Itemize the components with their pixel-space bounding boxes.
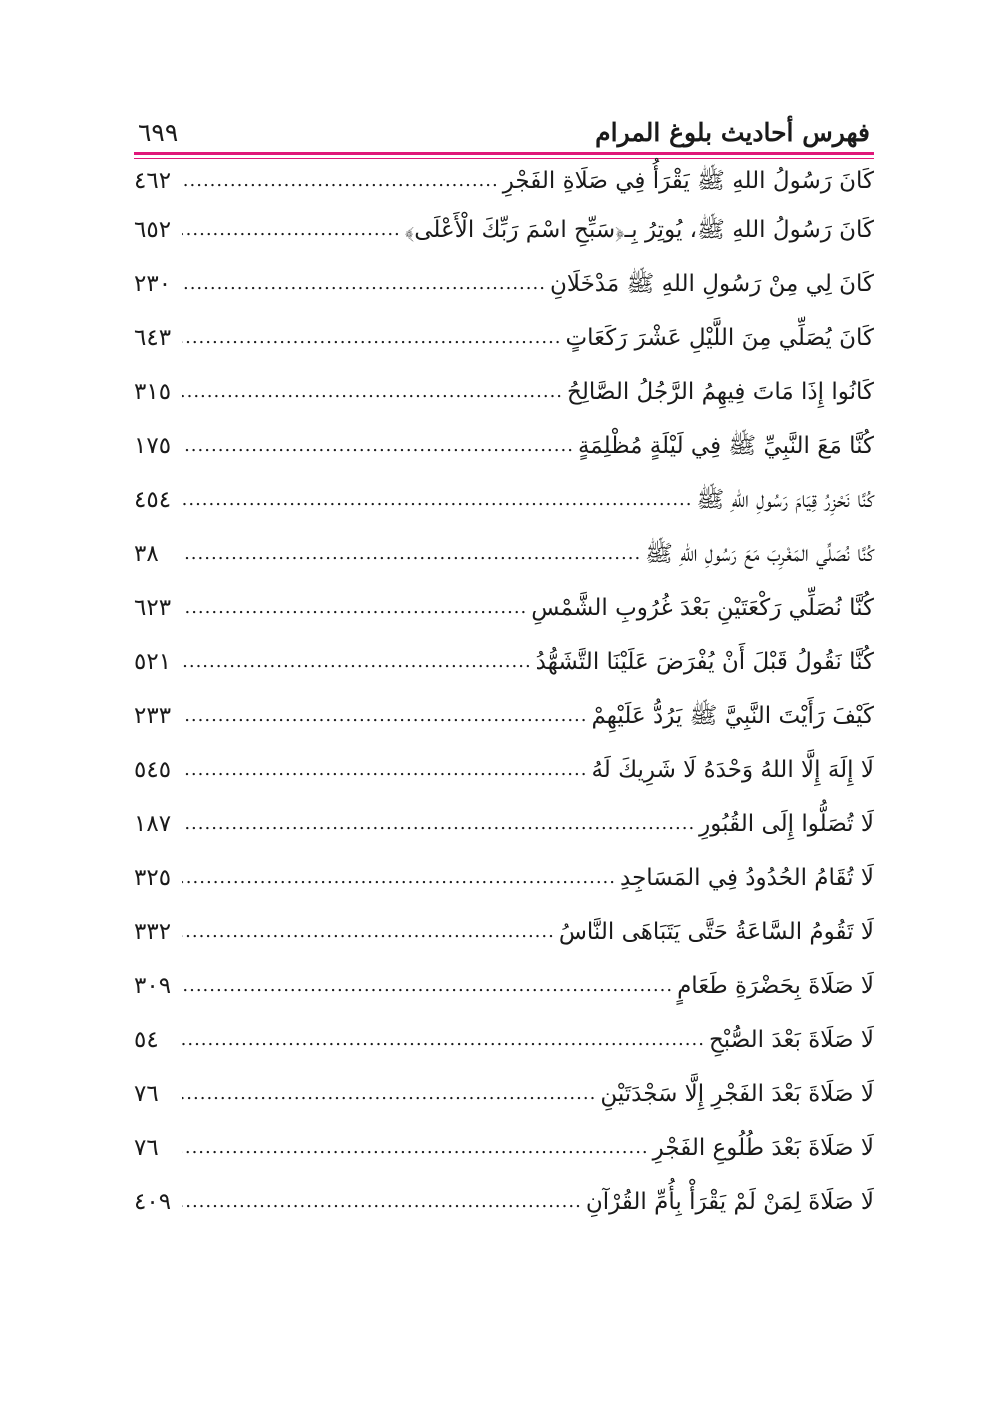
entry-page-number: ٢٣٣: [134, 703, 172, 729]
page-number: ٦٩٩: [138, 118, 179, 147]
index-entry: [134, 689, 874, 743]
index-entry: [134, 1175, 874, 1229]
index-entry: [134, 419, 874, 473]
index-entry: [134, 743, 874, 797]
entry-leader-dots: [182, 741, 587, 797]
entry-page-number: ٦٢٣: [134, 595, 172, 621]
entry-text: كُنَّا نَحْزِرُ قِيَامَ رَسُولِ اللهِ ﷺ: [696, 487, 874, 513]
index-entry: [134, 1121, 874, 1175]
entry-text: كَانَ يُصَلِّي مِنَ اللَّيْلِ عَشْرَ رَكَعَاتٍ: [565, 325, 874, 351]
entry-leader-dots: [182, 1119, 649, 1175]
entry-text: كَيْفَ رَأَيْتَ النَّبِيَّ ﷺ يَرُدُّ عَلَيْهِمْ: [591, 703, 874, 729]
entry-leader-dots: [182, 363, 563, 419]
index-entry: [134, 159, 874, 203]
entry-text: لَا تَقُومُ السَّاعَةُ حَتَّى يَتَبَاهَى النَّاسُ: [558, 919, 874, 945]
entry-page-number: ٦٥٢: [134, 217, 172, 243]
entry-leader-dots: [182, 525, 641, 581]
entry-text: كَانَ لِي مِنْ رَسُولِ اللهِ ﷺ مَدْخَلَانِ: [549, 271, 874, 297]
entry-page-number: ١٧٥: [134, 433, 172, 459]
entry-text: كُنَّا نَقُولُ قَبْلَ أَنْ يُفْرَضَ عَلَيْنَا التَّشَهُّدُ: [535, 649, 874, 675]
index-entry: [134, 959, 874, 1013]
entry-leader-dots: [182, 687, 588, 743]
entry-leader-dots: [182, 1011, 705, 1067]
header-rule-thick: [134, 152, 874, 155]
entry-page-number: ٣٨: [134, 541, 159, 567]
index-entry: [134, 905, 874, 959]
entry-text: كَانَ رَسُولُ اللهِ ﷺ يَقْرَأُ فِي صَلَاةِ الفَجْرِ: [502, 168, 874, 194]
entry-leader-dots: [182, 201, 401, 257]
entry-leader-dots: [182, 957, 673, 1013]
entry-page-number: ١٨٧: [134, 811, 172, 837]
entry-page-number: ٦٤٣: [134, 325, 172, 351]
header-title: فهرس أحاديث بلوغ المرام: [595, 118, 870, 147]
entry-text: لَا تُقَامُ الحُدُودُ فِي المَسَاجِدِ: [620, 865, 874, 891]
index-entry: [134, 527, 874, 581]
index-entry: [134, 851, 874, 905]
index-entry: [134, 1013, 874, 1067]
entry-text: كُنَّا نُصَلِّي المَغْرِبَ مَعَ رَسُولِ اللهِ ﷺ: [645, 541, 874, 567]
entry-text: لَا تُصَلُّوا إِلَى القُبُورِ: [699, 811, 874, 837]
index-entry: [134, 581, 874, 635]
entry-leader-dots: [182, 849, 616, 905]
entry-text: لَا صَلَاةَ لِمَنْ لَمْ يَقْرَأْ بِأُمِّ القُرْآنِ: [585, 1189, 874, 1215]
index-entry: [134, 311, 874, 365]
entry-leader-dots: [182, 255, 546, 311]
index-entry: [134, 473, 874, 527]
entry-text: لَا صَلَاةَ بَعْدَ الصُّبْحِ: [708, 1027, 874, 1053]
entry-page-number: ٥٤٥: [134, 757, 172, 783]
entry-page-number: ٣٣٢: [134, 919, 172, 945]
index-entry: [134, 797, 874, 851]
page-header: [134, 112, 874, 148]
entry-leader-dots: [182, 903, 555, 959]
entry-page-number: ٥٢١: [134, 649, 172, 675]
entry-text: لَا صَلَاةَ بَعْدَ طُلُوعِ الفَجْرِ: [652, 1135, 874, 1161]
entry-text: كَانَ رَسُولُ اللهِ ﷺ، يُوتِرُ بِـ﴿سَبِّحِ اسْمَ رَبِّكَ الْأَعْلَى﴾: [404, 217, 874, 243]
entry-text: لَا صَلَاةَ بِحَضْرَةِ طَعَامٍ: [677, 973, 874, 999]
entry-page-number: ٤٥٤: [134, 487, 172, 513]
entry-leader-dots: [182, 309, 562, 365]
entry-leader-dots: [182, 417, 574, 473]
index-page: [134, 112, 874, 1229]
entry-leader-dots: [182, 471, 693, 527]
entry-page-number: ٣١٥: [134, 379, 172, 405]
entry-text: لَا إِلَهَ إِلَّا اللهُ وَحْدَهُ لَا شَرِيكَ لَهُ: [591, 757, 874, 783]
index-entry: [134, 1067, 874, 1121]
entry-leader-dots: [182, 1065, 596, 1121]
index-entries: [134, 159, 874, 1229]
entry-page-number: ٣٠٩: [134, 973, 172, 999]
entry-page-number: ٧٦: [134, 1135, 159, 1161]
entry-page-number: ٤٦٢: [134, 168, 172, 194]
entry-leader-dots: [182, 1173, 582, 1229]
entry-page-number: ٧٦: [134, 1081, 159, 1107]
entry-leader-dots: [182, 795, 695, 851]
index-entry: [134, 203, 874, 257]
entry-leader-dots: [182, 633, 532, 689]
entry-page-number: ٥٤: [134, 1027, 159, 1053]
entry-text: كُنَّا نُصَلِّي رَكْعَتَيْنِ بَعْدَ غُرُوبِ الشَّمْسِ: [531, 595, 874, 621]
index-entry: [134, 257, 874, 311]
entry-text: لَا صَلَاةَ بَعْدَ الفَجْرِ إِلَّا سَجْدَتَيْنِ: [600, 1081, 874, 1107]
entry-text: كُنَّا مَعَ النَّبِيِّ ﷺ فِي لَيْلَةٍ مُظْلِمَةٍ: [577, 433, 874, 459]
entry-page-number: ٤٠٩: [134, 1189, 172, 1215]
entry-page-number: ٢٣٠: [134, 271, 172, 297]
entry-page-number: ٣٢٥: [134, 865, 172, 891]
index-entry: [134, 365, 874, 419]
entry-text: كَانُوا إِذَا مَاتَ فِيهِمُ الرَّجُلُ الصَّالِحُ: [567, 379, 874, 405]
index-entry: [134, 635, 874, 689]
entry-leader-dots: [182, 157, 499, 203]
entry-leader-dots: [182, 579, 527, 635]
